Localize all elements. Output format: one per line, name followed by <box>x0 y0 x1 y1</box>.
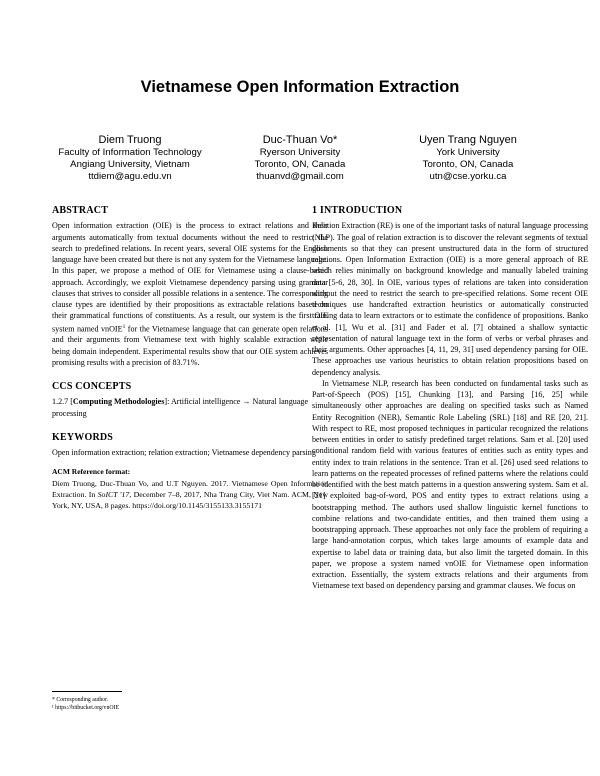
footnote-rule <box>52 691 122 692</box>
footnote-url[interactable]: ¹ https://bitbucket.org/vnOIE <box>52 705 120 711</box>
author-institution: Toronto, ON, Canada <box>422 159 514 170</box>
introduction-paragraph-1: Relation Extraction (RE) is one of the important tasks of natural language processing (NLP). The goal of relation extraction is to discover the relevant segments of textual documents so that they can present unstructured data in the form of structured relations. Open Information Extraction (OIE) is a more general approach of RE which relies minimally on background knowledge and manually labeled training data [5-6, 28, 30]. In OIE, various types of relations are taken into consideration without the need to restrict the search to pre-specified relations. Some recent OIE techniques use handcrafted extraction heuristics or automatically constructed training data to learn extractors or to estimate the confidence of propositions. Banko et al. [1], Wu et al. [31] and Fader et al. [7] obtained a shallow syntactic representation of natural language text in the form of verbs or verbal phrases and their arguments. Other approaches [4, 11, 29, 31] used dependency parsing for OIE. These approaches use various heuristics to obtain relation propositions based on dependency analysis. <box>312 221 588 377</box>
author-affiliation: Ryerson University <box>259 147 341 158</box>
footnotes <box>52 691 328 712</box>
abstract-text-part-2: for the Vietnamese language that can generate open relations and their arguments from Vietnamese text with highly scalable extraction while being domain independent. Experimental results show that our OIE system achieves promising results with a precision of 83.71%. <box>52 324 329 367</box>
right-column <box>312 205 588 592</box>
acm-reference-part-2: , December 7–8, 2017, Nha Trang City, Viet Nam. ACM, New York, NY, USA, 8 pages. https://doi.org/10.1145/3155133.3155171 <box>52 489 329 510</box>
keywords-text: Open information extraction; relation extraction; Vietnamese dependency parsing <box>52 448 316 458</box>
paper-title: Vietnamese Open Information Extraction <box>140 78 460 96</box>
left-column <box>52 205 328 511</box>
ccs-prefix: 1.2.7 [ <box>52 397 73 407</box>
ccs-heading: CCS CONCEPTS <box>52 381 132 393</box>
author-email: utn@cse.yorku.ca <box>429 171 507 182</box>
author-email: ttdiem@agu.edu.vn <box>88 171 172 182</box>
abstract-text-part-1: Open information extraction (OIE) is the process to extract relations and their arguments automatically from textual documents without the need to restrict the search to predefined relations. In recent years, several OIE systems for the English language have been created but there is not any system for the Vietnamese language. In this paper, we propose a method of OIE for Vietnamese using a clause-based approach. Accordingly, we exploit Vietnamese dependency parsing using grammar clauses that strives to consider all possible relations in a sentence. The corresponding clause types are identified by their propositions as extractable relations based on their grammatical functions of constituents. As a result, our system is the first OIE system named vnOIE <box>52 221 328 334</box>
author-block-1 <box>50 133 210 183</box>
ccs-text <box>52 396 328 419</box>
footnote-corresponding: * Corresponding author. <box>52 697 109 703</box>
author-affiliation: York University <box>436 147 500 158</box>
author-institution: Toronto, ON, Canada <box>254 159 346 170</box>
author-email: thuanvd@gmail.com <box>256 171 344 182</box>
acm-reference-venue: SoICT '17 <box>97 489 130 499</box>
author-name: Diem Truong <box>98 134 162 146</box>
footnote-marker: 1 <box>122 323 126 330</box>
acm-reference-text <box>52 478 328 511</box>
author-block-2 <box>220 133 380 183</box>
acm-reference-heading: ACM Reference format: <box>52 467 131 477</box>
introduction-heading: 1 INTRODUCTION <box>312 205 403 216</box>
author-name: Uyen Trang Nguyen <box>419 134 517 146</box>
author-name: Duc-Thuan Vo* <box>262 134 338 146</box>
author-institution: Angiang University, Vietnam <box>70 159 190 170</box>
ccs-suffix: ]: Artificial intelligence → Natural language processing <box>52 397 309 418</box>
ccs-bold: Computing Methodologies <box>72 397 165 407</box>
author-affiliation: Faculty of Information Technology <box>58 147 202 158</box>
keywords-heading: KEYWORDS <box>52 431 114 443</box>
introduction-paragraph-2: In Vietnamese NLP, research has been conducted on fundamental tasks such as Part-of-Speech (POS) [15], Chunking [13], and Parsing [16, 25] while simultaneously other approaches are dealing on specified tasks such as Named Entity Recognition (NER), Semantic Role Labeling (SRL) [18] and RE [20, 21]. With respect to RE, most proposed techniques in particular recognized the relations between entities in order to satisfy predefined target relations. Sam et al. [20] used conditional random field with various features of entities such as entity types and entity index to train relations in the sentence. Tran et al. [26] used seed relations to learn patterns on the repeated processes of refined patterns where the relations could be identified with the best match patterns in a question answering system. Sam et al. [21] exploited bag-of-word, POS and entity types to extract relations using a bootstrapping method. The authors used shallow linguistic kernel functions to combine relations and two-candidate entities, and then trained them using a bootstrapping approach. These approaches not only face the problem of requiring a large hand-annotation corpus, which takes large amounts of example data and expertise to label data or training data, but also limit the targeted domain. In this paper, we propose a system named vnOIE for Vietnamese open information extraction. Essentially, the system extracts relations and their arguments from Vietnamese text based on dependency parsing and grammar clauses. We focus on <box>312 378 588 591</box>
acm-reference-part-1: Diem Truong, Duc-Thuan Vo, and U.T Nguyen. 2017. Vietnamese Open Information Extraction. In <box>52 478 328 499</box>
author-block-3 <box>388 133 548 183</box>
abstract-text <box>52 220 328 368</box>
abstract-heading: ABSTRACT <box>52 205 109 216</box>
